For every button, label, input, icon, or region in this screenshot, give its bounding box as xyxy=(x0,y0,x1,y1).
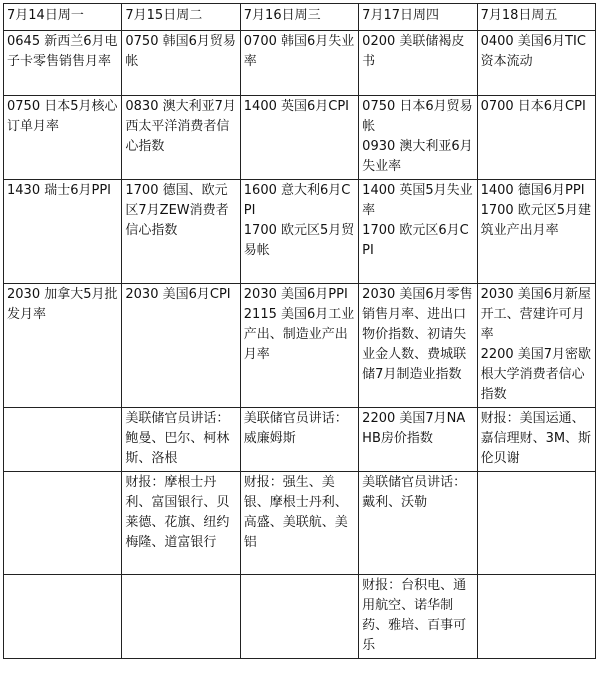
table-cell xyxy=(240,408,358,472)
event-line: 美联储官员讲话：鲍曼、巴尔、柯林斯、洛根 xyxy=(125,411,230,466)
header-fri: 7月18日周五 xyxy=(477,4,595,31)
table-cell xyxy=(122,472,240,575)
event-line: 2030 美国6月零售销售月率、进出口物价指数、初请失业金人数、费城联储7月制造业指数 xyxy=(362,287,473,382)
event-line: 2030 美国6月新屋开工、营建许可月率 xyxy=(480,287,592,342)
table-cell xyxy=(4,284,122,408)
event-line: 1700 欧元区6月CPI xyxy=(362,223,469,258)
table-cell xyxy=(359,284,477,408)
event-line: 美联储官员讲话：戴利、沃勒 xyxy=(362,475,467,510)
event-line: 1700 欧元区5月贸易帐 xyxy=(243,223,355,258)
event-line: 1400 德国6月PPI xyxy=(480,183,585,198)
table-cell xyxy=(4,180,122,284)
table-row xyxy=(4,575,596,659)
event-line: 1400 英国6月CPI xyxy=(243,99,350,114)
table-row xyxy=(4,408,596,472)
event-line: 1700 欧元区5月建筑业产出月率 xyxy=(480,203,592,238)
table-cell xyxy=(240,180,358,284)
event-line: 0200 美联储褐皮书 xyxy=(362,34,465,69)
economic-calendar-table xyxy=(3,3,596,659)
event-line: 1600 意大利6月CPI xyxy=(243,183,351,218)
table-row xyxy=(4,180,596,284)
table-cell xyxy=(359,575,477,659)
table-cell xyxy=(359,96,477,180)
table-cell xyxy=(4,96,122,180)
event-line: 0750 日本6月贸易帐 xyxy=(362,99,473,134)
event-line: 0700 韩国6月失业率 xyxy=(243,34,355,69)
event-line: 1700 德国、欧元区7月ZEW消费者信心指数 xyxy=(125,183,229,238)
table-cell xyxy=(240,96,358,180)
calendar-sheet xyxy=(3,3,595,659)
event-line: 0700 日本6月CPI xyxy=(480,99,586,114)
event-line: 1400 英国5月失业率 xyxy=(362,183,473,218)
event-line: 2030 美国6月CPI xyxy=(125,287,231,302)
event-line: 0645 新西兰6月电子卡零售销售月率 xyxy=(7,34,118,69)
table-cell xyxy=(122,31,240,96)
empty-cell xyxy=(4,472,122,575)
table-cell xyxy=(4,31,122,96)
header-thu: 7月17日周四 xyxy=(359,4,477,31)
table-row xyxy=(4,472,596,575)
empty-cell xyxy=(477,575,595,659)
table-cell xyxy=(359,408,477,472)
table-cell xyxy=(122,408,240,472)
table-row xyxy=(4,284,596,408)
event-line: 0750 韩国6月贸易帐 xyxy=(125,34,236,69)
header-mon: 7月14日周一 xyxy=(4,4,122,31)
table-row xyxy=(4,31,596,96)
event-line: 2030 加拿大5月批发月率 xyxy=(7,287,118,322)
table-cell xyxy=(122,180,240,284)
header-tue: 7月15日周二 xyxy=(122,4,240,31)
table-cell xyxy=(122,284,240,408)
event-line: 财报：美国运通、嘉信理财、3M、斯伦贝谢 xyxy=(480,411,592,466)
event-line: 财报：台积电、通用航空、诺华制药、雅培、百事可乐 xyxy=(362,578,467,653)
empty-cell xyxy=(240,575,358,659)
event-line: 财报：强生、美银、摩根士丹利、高盛、美联航、美铝 xyxy=(243,475,348,550)
table-row xyxy=(4,96,596,180)
table-cell xyxy=(122,96,240,180)
event-line: 0930 澳大利亚6月失业率 xyxy=(362,139,473,174)
event-line: 美联储官员讲话：威廉姆斯 xyxy=(243,411,348,446)
table-cell xyxy=(477,284,595,408)
table-cell xyxy=(359,180,477,284)
event-line: 2115 美国6月工业产出、制造业产出月率 xyxy=(243,307,355,362)
table-cell xyxy=(477,31,595,96)
header-row xyxy=(4,4,596,31)
empty-cell xyxy=(4,575,122,659)
table-cell xyxy=(477,96,595,180)
empty-cell xyxy=(122,575,240,659)
table-cell xyxy=(240,31,358,96)
event-line: 2030 美国6月PPI xyxy=(243,287,348,302)
event-line: 0750 日本5月核心订单月率 xyxy=(7,99,118,134)
event-line: 财报：摩根士丹利、富国银行、贝莱德、花旗、纽约梅隆、道富银行 xyxy=(125,475,230,550)
table-cell xyxy=(359,31,477,96)
event-line: 2200 美国7月密歇根大学消费者信心指数 xyxy=(480,347,592,402)
empty-cell xyxy=(477,472,595,575)
table-cell xyxy=(359,472,477,575)
table-cell xyxy=(240,472,358,575)
event-line: 0830 澳大利亚7月西太平洋消费者信心指数 xyxy=(125,99,236,154)
table-cell xyxy=(477,408,595,472)
event-line: 1430 瑞士6月PPI xyxy=(7,183,112,198)
empty-cell xyxy=(4,408,122,472)
event-line: 2200 美国7月NAHB房价指数 xyxy=(362,411,466,446)
table-cell xyxy=(240,284,358,408)
event-line: 0400 美国6月TIC资本流动 xyxy=(480,34,586,69)
header-wed: 7月16日周三 xyxy=(240,4,358,31)
table-cell xyxy=(477,180,595,284)
